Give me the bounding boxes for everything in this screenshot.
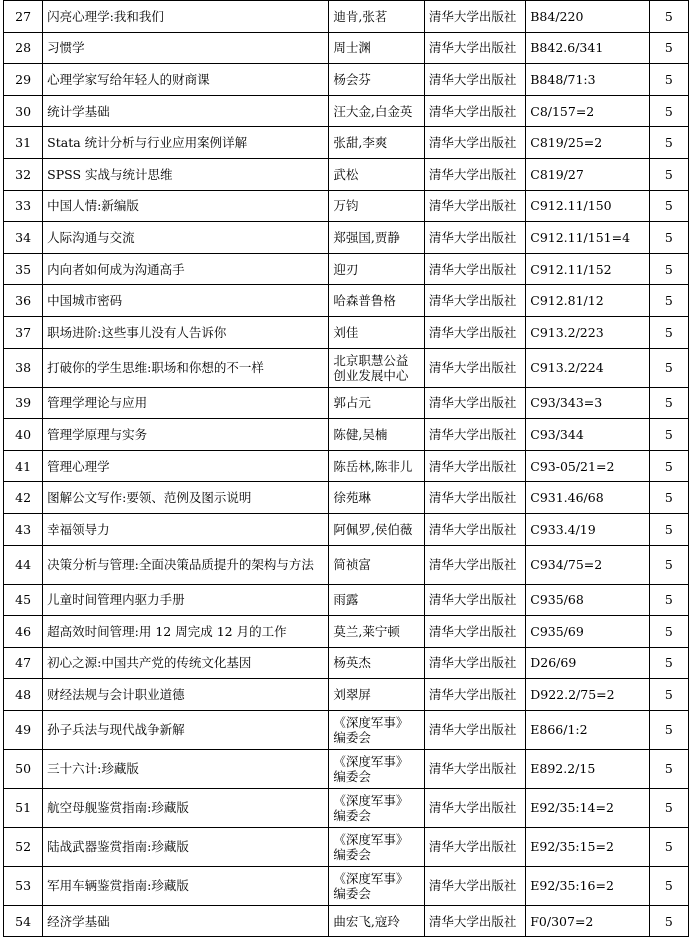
- book-title: 儿童时间管理内驱力手册: [43, 584, 329, 616]
- row-number: 53: [4, 866, 43, 905]
- copy-count: 5: [649, 749, 688, 788]
- book-title: 管理学理论与应用: [43, 387, 329, 419]
- copy-count: 5: [649, 450, 688, 482]
- call-number: C931.46/68: [526, 482, 650, 514]
- table-row: [4, 419, 689, 451]
- call-number: D922.2/75=2: [526, 679, 650, 711]
- book-publisher: 清华大学出版社: [424, 827, 525, 866]
- table-row: [4, 710, 689, 749]
- book-author: 《深度军事》编委会: [329, 866, 424, 905]
- copy-count: 5: [649, 827, 688, 866]
- row-number: 54: [4, 905, 43, 937]
- row-number: 49: [4, 710, 43, 749]
- book-publisher: 清华大学出版社: [424, 419, 525, 451]
- row-number: 42: [4, 482, 43, 514]
- call-number: C819/27: [526, 158, 650, 190]
- book-author: 哈森普鲁格: [329, 285, 424, 317]
- book-publisher: 清华大学出版社: [424, 647, 525, 679]
- book-author: 周士渊: [329, 32, 424, 64]
- book-author: 北京职慧公益创业发展中心: [329, 348, 424, 387]
- book-title: Stata 统计分析与行业应用案例详解: [43, 127, 329, 159]
- copy-count: 5: [649, 316, 688, 348]
- table-row: [4, 450, 689, 482]
- book-author: 阿佩罗,侯伯薇: [329, 513, 424, 545]
- call-number: C933.4/19: [526, 513, 650, 545]
- book-author: 《深度军事》编委会: [329, 788, 424, 827]
- book-publisher: 清华大学出版社: [424, 584, 525, 616]
- call-number: C8/157=2: [526, 95, 650, 127]
- book-publisher: 清华大学出版社: [424, 190, 525, 222]
- table-row: [4, 866, 689, 905]
- table-row: [4, 788, 689, 827]
- book-publisher: 清华大学出版社: [424, 450, 525, 482]
- copy-count: 5: [649, 64, 688, 96]
- book-title: 图解公文写作:要领、范例及图示说明: [43, 482, 329, 514]
- row-number: 45: [4, 584, 43, 616]
- copy-count: 5: [649, 419, 688, 451]
- copy-count: 5: [649, 1, 688, 33]
- call-number: B842.6/341: [526, 32, 650, 64]
- book-publisher: 清华大学出版社: [424, 905, 525, 937]
- copy-count: 5: [649, 127, 688, 159]
- row-number: 34: [4, 222, 43, 254]
- table-row: [4, 316, 689, 348]
- copy-count: 5: [649, 482, 688, 514]
- book-title: 管理心理学: [43, 450, 329, 482]
- table-row: [4, 158, 689, 190]
- copy-count: 5: [649, 679, 688, 711]
- book-author: 武松: [329, 158, 424, 190]
- book-publisher: 清华大学出版社: [424, 253, 525, 285]
- book-author: 简祯富: [329, 545, 424, 584]
- book-author: 迪肯,张茗: [329, 1, 424, 33]
- copy-count: 5: [649, 222, 688, 254]
- book-title: 中国人情:新编版: [43, 190, 329, 222]
- book-title: 财经法规与会计职业道德: [43, 679, 329, 711]
- table-row: [4, 190, 689, 222]
- row-number: 29: [4, 64, 43, 96]
- book-author: 万钧: [329, 190, 424, 222]
- row-number: 37: [4, 316, 43, 348]
- book-publisher: 清华大学出版社: [424, 513, 525, 545]
- book-author: 徐苑琳: [329, 482, 424, 514]
- copy-count: 5: [649, 253, 688, 285]
- table-row: [4, 348, 689, 387]
- book-publisher: 清华大学出版社: [424, 222, 525, 254]
- book-title: 习惯学: [43, 32, 329, 64]
- book-title: 经济学基础: [43, 905, 329, 937]
- call-number: C935/69: [526, 616, 650, 648]
- book-title: 人际沟通与交流: [43, 222, 329, 254]
- book-title: 职场进阶:这些事儿没有人告诉你: [43, 316, 329, 348]
- book-title: 管理学原理与实务: [43, 419, 329, 451]
- book-author: 莫兰,莱宁顿: [329, 616, 424, 648]
- book-title: 三十六计:珍藏版: [43, 749, 329, 788]
- table-row: [4, 513, 689, 545]
- table-row: [4, 95, 689, 127]
- table-row: [4, 285, 689, 317]
- book-title: 初心之源:中国共产党的传统文化基因: [43, 647, 329, 679]
- call-number: E92/35:16=2: [526, 866, 650, 905]
- book-author: 陈健,吴楠: [329, 419, 424, 451]
- call-number: C934/75=2: [526, 545, 650, 584]
- row-number: 46: [4, 616, 43, 648]
- book-publisher: 清华大学出版社: [424, 482, 525, 514]
- table-row: [4, 482, 689, 514]
- call-number: B848/71:3: [526, 64, 650, 96]
- book-publisher: 清华大学出版社: [424, 348, 525, 387]
- call-number: D26/69: [526, 647, 650, 679]
- table-row: [4, 545, 689, 584]
- table-row: [4, 905, 689, 937]
- row-number: 31: [4, 127, 43, 159]
- copy-count: 5: [649, 95, 688, 127]
- copy-count: 5: [649, 348, 688, 387]
- book-author: 刘翠屏: [329, 679, 424, 711]
- row-number: 52: [4, 827, 43, 866]
- book-author: 杨英杰: [329, 647, 424, 679]
- copy-count: 5: [649, 190, 688, 222]
- book-title: 决策分析与管理:全面决策品质提升的架构与方法: [43, 545, 329, 584]
- copy-count: 5: [649, 710, 688, 749]
- book-title: 军用车辆鉴赏指南:珍藏版: [43, 866, 329, 905]
- book-publisher: 清华大学出版社: [424, 679, 525, 711]
- copy-count: 5: [649, 616, 688, 648]
- call-number: B84/220: [526, 1, 650, 33]
- book-publisher: 清华大学出版社: [424, 127, 525, 159]
- call-number: C93-05/21=2: [526, 450, 650, 482]
- row-number: 50: [4, 749, 43, 788]
- book-list-table: [3, 0, 689, 937]
- book-publisher: 清华大学出版社: [424, 64, 525, 96]
- book-author: 郭占元: [329, 387, 424, 419]
- row-number: 44: [4, 545, 43, 584]
- copy-count: 5: [649, 158, 688, 190]
- call-number: F0/307=2: [526, 905, 650, 937]
- book-author: 郑强国,贾静: [329, 222, 424, 254]
- book-author: 汪大金,白金英: [329, 95, 424, 127]
- copy-count: 5: [649, 905, 688, 937]
- book-author: 迎刃: [329, 253, 424, 285]
- call-number: C912.11/150: [526, 190, 650, 222]
- row-number: 40: [4, 419, 43, 451]
- row-number: 36: [4, 285, 43, 317]
- book-publisher: 清华大学出版社: [424, 316, 525, 348]
- row-number: 27: [4, 1, 43, 33]
- book-title: 中国城市密码: [43, 285, 329, 317]
- book-author: 杨会芬: [329, 64, 424, 96]
- book-author: 陈岳林,陈非儿: [329, 450, 424, 482]
- table-row: [4, 222, 689, 254]
- book-author: 张甜,李爽: [329, 127, 424, 159]
- copy-count: 5: [649, 387, 688, 419]
- copy-count: 5: [649, 866, 688, 905]
- book-author: 雨露: [329, 584, 424, 616]
- table-row: [4, 1, 689, 33]
- book-title: 陆战武器鉴赏指南:珍藏版: [43, 827, 329, 866]
- row-number: 30: [4, 95, 43, 127]
- call-number: C819/25=2: [526, 127, 650, 159]
- call-number: E92/35:15=2: [526, 827, 650, 866]
- copy-count: 5: [649, 545, 688, 584]
- book-publisher: 清华大学出版社: [424, 285, 525, 317]
- row-number: 33: [4, 190, 43, 222]
- call-number: C93/344: [526, 419, 650, 451]
- row-number: 35: [4, 253, 43, 285]
- book-title: 心理学家写给年轻人的财商课: [43, 64, 329, 96]
- table-row: [4, 253, 689, 285]
- call-number: C912.81/12: [526, 285, 650, 317]
- call-number: E892.2/15: [526, 749, 650, 788]
- call-number: E92/35:14=2: [526, 788, 650, 827]
- book-publisher: 清华大学出版社: [424, 788, 525, 827]
- book-publisher: 清华大学出版社: [424, 387, 525, 419]
- call-number: C913.2/224: [526, 348, 650, 387]
- book-author: 刘佳: [329, 316, 424, 348]
- book-author: 《深度军事》编委会: [329, 710, 424, 749]
- book-title: 孙子兵法与现代战争新解: [43, 710, 329, 749]
- book-publisher: 清华大学出版社: [424, 616, 525, 648]
- book-publisher: 清华大学出版社: [424, 1, 525, 33]
- book-title: 闪亮心理学:我和我们: [43, 1, 329, 33]
- copy-count: 5: [649, 788, 688, 827]
- row-number: 32: [4, 158, 43, 190]
- row-number: 41: [4, 450, 43, 482]
- call-number: E866/1:2: [526, 710, 650, 749]
- copy-count: 5: [649, 513, 688, 545]
- call-number: C912.11/152: [526, 253, 650, 285]
- table-row: [4, 584, 689, 616]
- table-row: [4, 387, 689, 419]
- book-publisher: 清华大学出版社: [424, 158, 525, 190]
- book-title: 超高效时间管理:用 12 周完成 12 月的工作: [43, 616, 329, 648]
- copy-count: 5: [649, 32, 688, 64]
- call-number: C912.11/151=4: [526, 222, 650, 254]
- table-row: [4, 827, 689, 866]
- table-row: [4, 127, 689, 159]
- book-author: 曲宏飞,寇玲: [329, 905, 424, 937]
- row-number: 38: [4, 348, 43, 387]
- row-number: 48: [4, 679, 43, 711]
- table-row: [4, 616, 689, 648]
- book-publisher: 清华大学出版社: [424, 95, 525, 127]
- table-row: [4, 32, 689, 64]
- row-number: 47: [4, 647, 43, 679]
- call-number: C935/68: [526, 584, 650, 616]
- table-row: [4, 647, 689, 679]
- book-title: SPSS 实战与统计思维: [43, 158, 329, 190]
- call-number: C913.2/223: [526, 316, 650, 348]
- book-title: 航空母舰鉴赏指南:珍藏版: [43, 788, 329, 827]
- copy-count: 5: [649, 647, 688, 679]
- row-number: 51: [4, 788, 43, 827]
- table-row: [4, 749, 689, 788]
- book-author: 《深度军事》编委会: [329, 749, 424, 788]
- book-title: 统计学基础: [43, 95, 329, 127]
- book-publisher: 清华大学出版社: [424, 866, 525, 905]
- table-row: [4, 64, 689, 96]
- call-number: C93/343=3: [526, 387, 650, 419]
- book-publisher: 清华大学出版社: [424, 710, 525, 749]
- book-title: 内向者如何成为沟通高手: [43, 253, 329, 285]
- table-body: [4, 1, 689, 937]
- book-title: 幸福领导力: [43, 513, 329, 545]
- copy-count: 5: [649, 584, 688, 616]
- table-row: [4, 679, 689, 711]
- book-publisher: 清华大学出版社: [424, 545, 525, 584]
- book-publisher: 清华大学出版社: [424, 749, 525, 788]
- row-number: 28: [4, 32, 43, 64]
- book-publisher: 清华大学出版社: [424, 32, 525, 64]
- book-title: 打破你的学生思维:职场和你想的不一样: [43, 348, 329, 387]
- book-author: 《深度军事》编委会: [329, 827, 424, 866]
- row-number: 43: [4, 513, 43, 545]
- row-number: 39: [4, 387, 43, 419]
- copy-count: 5: [649, 285, 688, 317]
